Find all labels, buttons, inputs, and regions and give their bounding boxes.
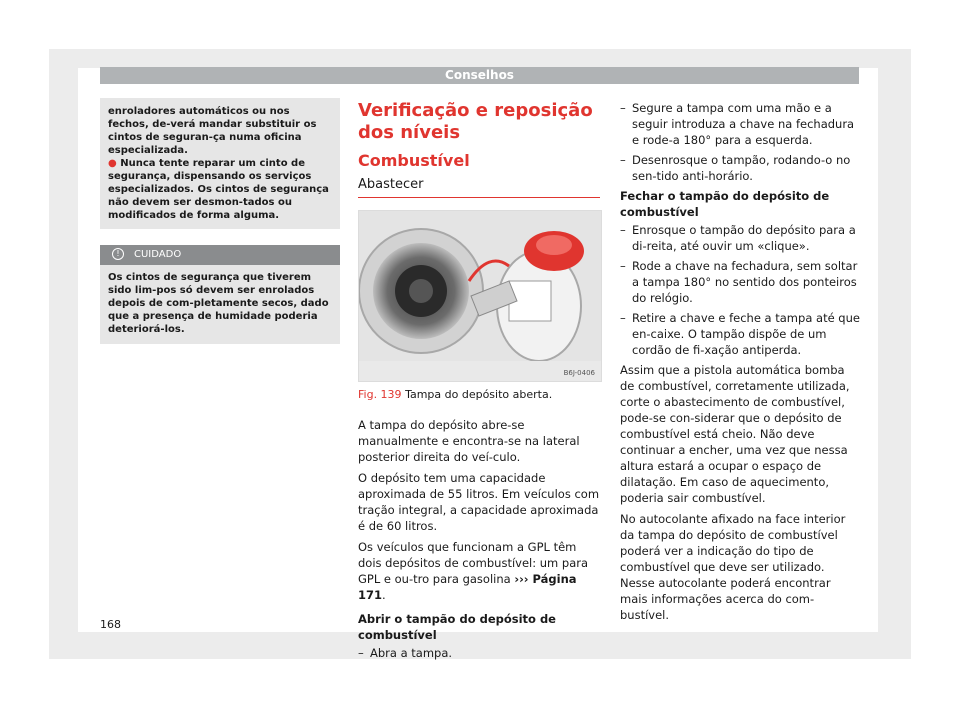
step-list-item: – Segure a tampa com uma mão e a seguir introduza a chave na fechadura e rode-a 180° para a esquerda. (620, 100, 860, 148)
right-column (620, 100, 860, 623)
paragraph-2: O depósito tem uma capacidade aproximada de 55 litros. Em veículos com tração integral, a capacidade aproximada é de 60 litros. (358, 471, 600, 533)
figure-caption-text: Tampa do depósito aberta. (405, 388, 553, 401)
caution-text: Os cintos de segurança que tiverem sido lim-pos só devem ser enrolados depois de com-pletamente secos, dado que a presença de humidade poderia deteriorá-los. (108, 272, 329, 335)
page-number: 168 (100, 618, 121, 631)
page-reference-link[interactable]: ››› Página 171 (358, 572, 577, 602)
step-open-lid: – Abra a tampa. (358, 645, 600, 661)
paragraph-5: No autocolante afixado na face interior da tampa do depósito de combustível poderá ver a indicação do tipo de combustível que deve ser utilizado. Nesse autocolante poderá encontrar mais informações acerca do com-bustível. (620, 512, 846, 622)
bullet-icon: ● (108, 158, 117, 169)
warning-item-2 (108, 157, 332, 222)
page-title: Verificação e reposição dos níveis (358, 100, 593, 143)
figure-code: B6J-0406 (563, 369, 595, 377)
warning-text-2: Nunca tente reparar um cinto de segurança, dispensando os serviços especializados. Os cintos de segurança não devem ser desmon-tados ou modificados de forma alguma. (108, 158, 329, 221)
paragraph-1: A tampa do depósito abre-se manualmente e encontra-se na lateral posterior direita do veí-culo. (358, 418, 580, 464)
close-cap-heading: Fechar o tampão do depósito de combustível (620, 189, 830, 219)
paragraph-3 (358, 539, 600, 603)
section-header: Conselhos (100, 67, 859, 84)
fuel-cap-illustration (359, 211, 601, 361)
step-list-item: – Desenrosque o tampão, rodando-o no sen-tido anti-horário. (620, 152, 860, 184)
step-list-item: – Retire a chave e feche a tampa até que en-caixe. O tampão dispõe de um cordão de fi-xação antiperda. (620, 310, 860, 358)
subtitle: Combustível (358, 151, 470, 170)
caution-box (100, 245, 340, 344)
figure-label: Fig. 139 (358, 388, 402, 401)
step-list-item: – Enrosque o tampão do depósito para a di-reita, até ouvir um «clique». (620, 222, 860, 254)
caution-icon: ! (112, 248, 124, 260)
step-list-item: – Rode a chave na fechadura, sem soltar a tampa 180° no sentido dos ponteiros do relógio. (620, 258, 860, 306)
fuel-cap-figure (358, 210, 602, 382)
paragraph-4: Assim que a pistola automática bomba de combustível, corretamente utilizada, corte o abastecimento de combustível, pode-se con-siderar que o depósito de combustível está cheio. Não deve continuar a encher, uma vez que nessa altura estará a ocupar o espaço de dilatação. Em caso de aquecimento, poderia sair combustível. (620, 363, 850, 505)
caution-header (100, 245, 340, 265)
paragraph-3-text: Os veículos que funcionam a GPL têm dois depósitos de combustível: um para GPL e ou-tro para gasolina (358, 540, 589, 586)
open-cap-heading: Abrir o tampão do depósito de combustível (358, 612, 556, 642)
warning-box-continuation (100, 98, 340, 229)
middle-body (358, 417, 600, 661)
section-heading: Abastecer (358, 177, 600, 198)
left-column (100, 98, 340, 344)
caution-title: CUIDADO (134, 249, 182, 260)
warning-text-1: enroladores automáticos ou nos fechos, de-verá mandar substituir os cintos de seguran-ça numa oficina especializada. (108, 106, 317, 156)
middle-column (358, 100, 600, 665)
paragraph-3-end: . (382, 588, 386, 602)
figure-caption (358, 388, 600, 401)
